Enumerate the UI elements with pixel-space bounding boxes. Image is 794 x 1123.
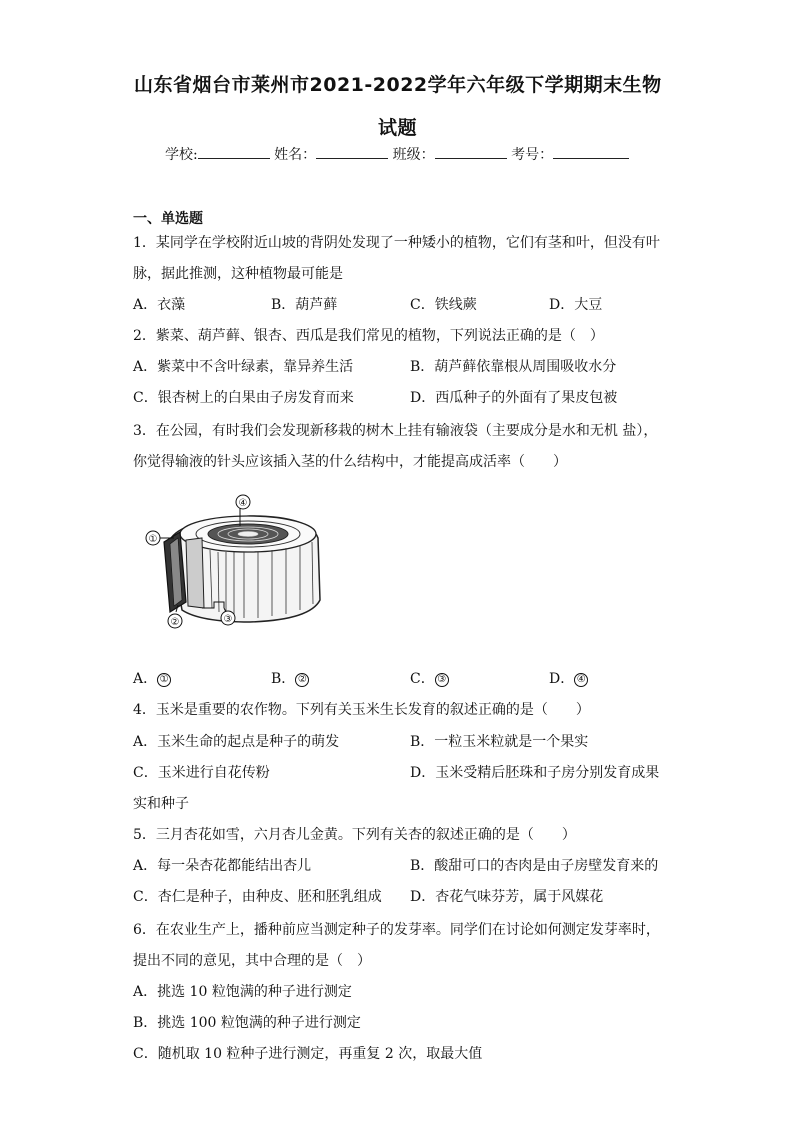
q2-option-d[interactable]: D．西瓜种子的外面有了果皮包被 [410, 390, 618, 406]
exam-number-field[interactable] [553, 144, 629, 159]
class-label: 班级： [392, 147, 435, 163]
student-info-row [165, 144, 629, 165]
q1-option-b[interactable]: B．葫芦藓 [271, 297, 338, 313]
q6-option-a[interactable]: A．挑选 10 粒饱满的种子进行测定 [133, 984, 352, 1000]
page-title: 山东省烟台市莱州市2021-2022学年六年级下学期期末生物 [134, 74, 662, 96]
school-field[interactable] [198, 144, 270, 159]
question-2-stem: 2．紫菜、葫芦藓、银杏、西瓜是我们常见的植物，下列说法正确的是（ ） [133, 328, 604, 344]
q2-option-a[interactable]: A．紫菜中不含叶绿素，靠异养生活 [133, 359, 354, 375]
q3-option-b[interactable]: B． ② [271, 669, 309, 689]
q6-option-b[interactable]: B．挑选 100 粒饱满的种子进行测定 [133, 1015, 361, 1031]
q1-option-c[interactable]: C．铁线蕨 [410, 297, 477, 313]
figure-label-2: ② [170, 617, 180, 628]
question-1-stem-line1: 1．某同学在学校附近山坡的背阴处发现了一种矮小的植物，它们有茎和叶，但没有叶 [133, 235, 660, 251]
q3-option-b-mark: ② [295, 673, 309, 687]
q5-option-a[interactable]: A．每一朵杏花都能结出杏儿 [133, 858, 312, 874]
question-3-stem-line1: 3．在公园，有时我们会发现新移栽的树木上挂有输液袋（主要成分是水和无机 盐）， [133, 423, 658, 439]
name-label: 姓名： [274, 147, 317, 163]
school-label: 学校: [165, 147, 198, 163]
name-field[interactable] [316, 144, 388, 159]
q4-option-d[interactable]: D．玉米受精后胚珠和子房分别发育成果 [410, 765, 660, 781]
question-6-stem-line2: 提出不同的意见，其中合理的是（ ） [133, 953, 371, 969]
q5-option-c[interactable]: C．杏仁是种子，由种皮、胚和胚乳组成 [133, 889, 382, 905]
q2-option-c[interactable]: C．银杏树上的白果由子房发育而来 [133, 390, 354, 406]
q4-option-d-continued: 实和种子 [133, 796, 189, 812]
exam-number-label: 考号： [511, 147, 554, 163]
question-4-stem: 4．玉米是重要的农作物。下列有关玉米生长发育的叙述正确的是（ ） [133, 702, 590, 718]
q3-option-c[interactable]: C． ③ [410, 669, 449, 689]
q3-option-c-mark: ③ [435, 673, 449, 687]
q1-option-d[interactable]: D．大豆 [549, 297, 603, 313]
q3-option-d-mark: ④ [574, 673, 588, 687]
question-6-stem-line1: 6．在农业生产上，播种前应当测定种子的发芽率。同学们在讨论如何测定发芽率时， [133, 922, 660, 938]
question-3-stem-line2: 你觉得输液的针头应该插入茎的什么结构中，才能提高成活率（ ） [133, 454, 567, 470]
q5-option-d[interactable]: D．杏花气味芬芳，属于风媒花 [410, 889, 604, 905]
stem-cross-section-figure [140, 490, 330, 635]
question-5-stem: 5．三月杏花如雪，六月杏儿金黄。下列有关杏的叙述正确的是（ ） [133, 827, 576, 843]
figure-label-1: ① [148, 534, 158, 545]
figure-label-3: ③ [223, 614, 233, 625]
q3-option-a[interactable]: A． ① [133, 669, 171, 689]
q6-option-c[interactable]: C．随机取 10 粒种子进行测定，再重复 2 次，取最大值 [133, 1046, 483, 1062]
q4-option-a[interactable]: A．玉米生命的起点是种子的萌发 [133, 734, 340, 750]
page-title-continued: 试题 [378, 117, 418, 139]
q4-option-b[interactable]: B．一粒玉米粒就是一个果实 [410, 734, 589, 750]
q3-option-d[interactable]: D． ④ [549, 669, 588, 689]
q3-option-a-mark: ① [157, 673, 171, 687]
q5-option-b[interactable]: B．酸甜可口的杏肉是由子房壁发育来的 [410, 858, 659, 874]
figure-label-4: ④ [238, 498, 248, 509]
q2-option-b[interactable]: B．葫芦藓依靠根从周围吸收水分 [410, 359, 617, 375]
class-field[interactable] [435, 144, 507, 159]
section-heading: 一、单选题 [133, 211, 203, 227]
q1-option-a[interactable]: A．衣藻 [133, 297, 186, 313]
question-1-stem-line2: 脉，据此推测，这种植物最可能是 [133, 266, 343, 282]
q4-option-c[interactable]: C．玉米进行自花传粉 [133, 765, 270, 781]
